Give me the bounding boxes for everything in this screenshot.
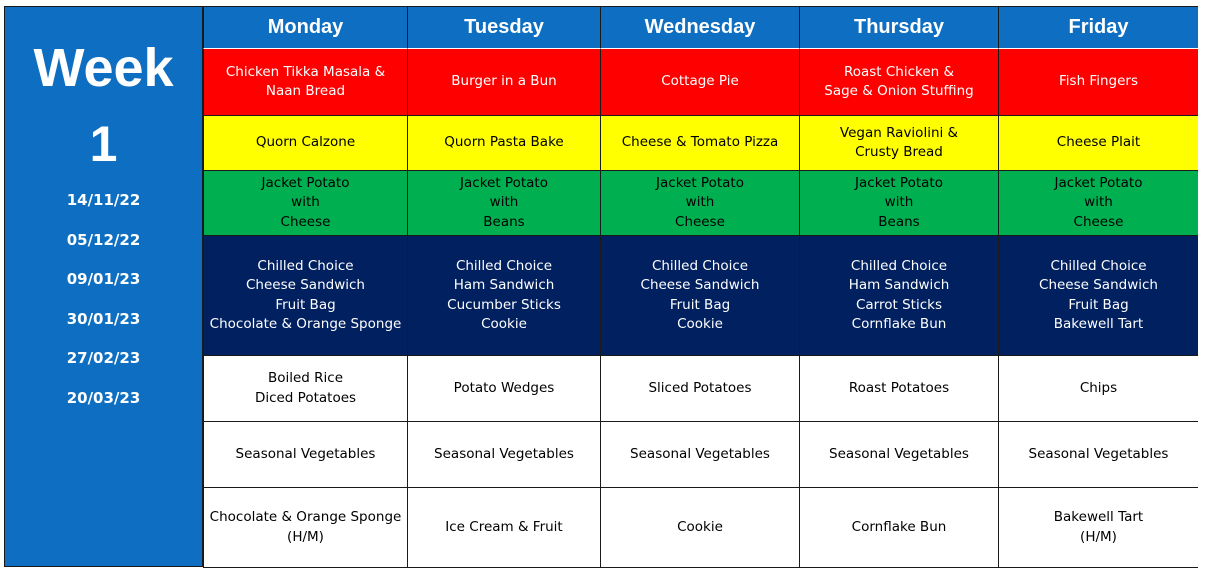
menu-item-text bbox=[1054, 508, 1143, 547]
menu-item-text bbox=[226, 63, 385, 102]
menu-item-line: Chilled Choice bbox=[1050, 257, 1147, 274]
menu-item-line: Cookie bbox=[677, 518, 723, 535]
menu-item-text bbox=[434, 445, 574, 465]
menu-item-text bbox=[855, 174, 943, 233]
menu-item-line: Jacket Potato bbox=[261, 174, 350, 191]
menu-item-text bbox=[1055, 174, 1143, 233]
menu-item-text bbox=[1029, 445, 1169, 465]
menu-item-line: Seasonal Vegetables bbox=[630, 445, 770, 462]
menu-item-line: Quorn Pasta Bake bbox=[444, 134, 564, 151]
menu-item-text bbox=[849, 257, 950, 335]
menu-item-line: with bbox=[489, 194, 519, 211]
menu-item-line: Chilled Choice bbox=[651, 257, 749, 274]
menu-item-line: Jacket Potato bbox=[460, 174, 548, 191]
menu-item-line: Cheese Sandwich bbox=[246, 277, 365, 293]
menu-item-line: Fruit Bag bbox=[275, 296, 336, 313]
menu-item-line: (H/M) bbox=[1080, 528, 1117, 545]
menu-item-text bbox=[1039, 257, 1158, 335]
menu-item-line: (H/M) bbox=[287, 528, 324, 545]
menu-item-text bbox=[444, 133, 563, 153]
menu-item-text bbox=[849, 379, 949, 399]
menu-item-line: Fish Fingers bbox=[1059, 73, 1138, 90]
menu-item-text bbox=[255, 369, 356, 408]
menu-item-text bbox=[661, 72, 739, 92]
menu-cell-wednesday bbox=[600, 356, 799, 422]
menu-item-line: Chilled Choice bbox=[850, 257, 948, 274]
menu-item-line: Cheese Sandwich bbox=[640, 277, 760, 293]
menu-item-text bbox=[445, 518, 562, 538]
menu-item-line: Cookie bbox=[677, 316, 723, 332]
menu-item-line: Ice Cream & Fruit bbox=[445, 518, 563, 535]
menu-item-line: Cheese bbox=[675, 213, 725, 230]
menu-cell-monday bbox=[203, 171, 407, 236]
menu-item-text bbox=[1057, 133, 1140, 153]
menu-item-line: Jacket Potato bbox=[656, 174, 744, 191]
menu-item-line: Jacket Potato bbox=[855, 174, 943, 191]
menu-item-line: Seasonal Vegetables bbox=[235, 445, 376, 462]
menu-item-line: Fruit Bag bbox=[1068, 296, 1129, 313]
menu-item-line: Crusty Bread bbox=[855, 144, 943, 160]
menu-item-line: Carrot Sticks bbox=[855, 296, 942, 313]
menu-item-line: Seasonal Vegetables bbox=[434, 445, 574, 462]
menu-item-line: Bakewell Tart bbox=[1053, 509, 1144, 525]
menu-item-line: Chilled Choice bbox=[455, 257, 553, 274]
menu-item-line: Seasonal Vegetables bbox=[1028, 445, 1169, 462]
menu-item-line: Quorn Calzone bbox=[255, 134, 356, 151]
menu-item-line: Ham Sandwich bbox=[453, 277, 555, 293]
menu-cell-thursday bbox=[799, 49, 998, 116]
menu-item-text bbox=[451, 72, 556, 92]
menu-cell-thursday bbox=[799, 422, 998, 488]
menu-item-line: Cheese bbox=[1073, 213, 1124, 230]
menu-item-text bbox=[447, 257, 561, 335]
menu-cell-thursday bbox=[799, 488, 998, 568]
menu-cell-monday bbox=[203, 116, 407, 171]
menu-cell-thursday bbox=[799, 116, 998, 171]
menu-item-text bbox=[236, 445, 376, 465]
menu-cell-wednesday bbox=[600, 171, 799, 236]
menu-item-line: Beans bbox=[878, 213, 920, 230]
week-number: 1 bbox=[89, 116, 118, 172]
menu-cell-monday bbox=[203, 49, 407, 116]
menu-item-text bbox=[256, 133, 355, 153]
menu-item-line: Vegan Raviolini & bbox=[839, 124, 959, 141]
menu-item-text bbox=[824, 63, 973, 102]
menu-cell-wednesday bbox=[600, 488, 799, 568]
menu-cell-thursday bbox=[799, 171, 998, 236]
week-date: 20/03/23 bbox=[66, 388, 141, 407]
week-date: 05/12/22 bbox=[66, 230, 141, 249]
day-header-tuesday: Tuesday bbox=[407, 7, 600, 49]
menu-item-text bbox=[210, 257, 402, 335]
menu-item-line: Cheese Sandwich bbox=[1039, 277, 1158, 293]
menu-item-line: with bbox=[884, 194, 914, 211]
menu-item-line: Naan Bread bbox=[265, 83, 346, 99]
menu-item-text bbox=[630, 445, 770, 465]
menu-cell-tuesday bbox=[407, 49, 600, 116]
menu-item-line: Chicken Tikka Masala & bbox=[225, 63, 386, 80]
menu-item-line: with bbox=[291, 194, 320, 211]
menu-item-line: Beans bbox=[483, 213, 525, 230]
menu-cell-friday bbox=[998, 356, 1198, 422]
menu-item-line: Roast Potatoes bbox=[848, 379, 950, 396]
day-header-monday: Monday bbox=[203, 7, 407, 49]
menu-item-line: Cottage Pie bbox=[661, 73, 739, 90]
menu-item-line: Diced Potatoes bbox=[254, 389, 357, 406]
menu-cell-monday bbox=[203, 488, 407, 568]
menu-item-line: Fruit Bag bbox=[669, 296, 731, 313]
menu-item-line: Chocolate & Orange Sponge bbox=[209, 509, 402, 525]
menu-cell-monday bbox=[203, 356, 407, 422]
menu-item-line: Cornflake Bun bbox=[851, 518, 947, 535]
menu-item-text bbox=[622, 133, 779, 153]
menu-cell-tuesday bbox=[407, 171, 600, 236]
menu-cell-thursday bbox=[799, 356, 998, 422]
menu-cell-friday bbox=[998, 236, 1198, 356]
menu-cell-monday bbox=[203, 422, 407, 488]
week-dates-list bbox=[5, 190, 202, 427]
menu-item-text bbox=[677, 518, 723, 538]
week-date: 30/01/23 bbox=[66, 309, 141, 328]
menu-cell-wednesday bbox=[600, 236, 799, 356]
menu-item-line: Burger in a Bun bbox=[451, 73, 557, 90]
menu-cell-tuesday bbox=[407, 236, 600, 356]
week-sidebar bbox=[4, 6, 203, 567]
menu-item-line: Cheese bbox=[280, 213, 331, 230]
menu-item-line: Cookie bbox=[481, 316, 527, 332]
day-header-wednesday: Wednesday bbox=[600, 7, 799, 49]
menu-item-text bbox=[641, 257, 760, 335]
menu-cell-friday bbox=[998, 488, 1198, 568]
menu-item-text bbox=[262, 174, 350, 233]
menu-cell-tuesday bbox=[407, 356, 600, 422]
week-date: 14/11/22 bbox=[66, 191, 141, 209]
menu-item-line: Potato Wedges bbox=[453, 379, 555, 396]
menu-item-line: with bbox=[1084, 194, 1113, 211]
menu-item-text bbox=[840, 124, 958, 163]
week-date: 09/01/23 bbox=[66, 270, 141, 288]
menu-cell-friday bbox=[998, 171, 1198, 236]
day-header-friday: Friday bbox=[998, 7, 1198, 49]
menu-item-line: Chips bbox=[1079, 379, 1118, 396]
menu-item-text bbox=[656, 174, 744, 233]
menu-item-line: with bbox=[685, 194, 715, 211]
menu-item-text bbox=[210, 508, 402, 547]
menu-item-text bbox=[454, 379, 555, 399]
menu-cell-tuesday bbox=[407, 422, 600, 488]
menu-item-line: Bakewell Tart bbox=[1053, 316, 1144, 332]
menu-item-line: Roast Chicken & bbox=[843, 63, 955, 80]
menu-item-line: Chilled Choice bbox=[257, 257, 354, 274]
menu-item-text bbox=[1059, 72, 1138, 92]
menu-cell-thursday bbox=[799, 236, 998, 356]
menu-cell-wednesday bbox=[600, 116, 799, 171]
menu-item-line: Sliced Potatoes bbox=[648, 379, 752, 396]
menu-item-text bbox=[852, 518, 947, 538]
menu-item-line: Seasonal Vegetables bbox=[829, 445, 969, 462]
menu-cell-friday bbox=[998, 116, 1198, 171]
week-title: Week bbox=[33, 38, 174, 98]
menu-table bbox=[203, 6, 1198, 567]
menu-item-text bbox=[1080, 379, 1117, 399]
menu-cell-monday bbox=[203, 236, 407, 356]
menu-cell-wednesday bbox=[600, 49, 799, 116]
menu-item-line: Boiled Rice bbox=[267, 370, 344, 386]
menu-item-line: Cheese & Tomato Pizza bbox=[621, 134, 779, 151]
menu-item-text bbox=[829, 445, 969, 465]
week-date: 27/02/23 bbox=[66, 349, 141, 367]
menu-item-line: Jacket Potato bbox=[1054, 174, 1143, 191]
menu-item-line: Cheese Plait bbox=[1056, 134, 1141, 151]
menu-item-line: Chocolate & Orange Sponge bbox=[209, 316, 402, 332]
menu-cell-tuesday bbox=[407, 488, 600, 568]
menu-item-text bbox=[460, 174, 548, 233]
menu-item-line: Ham Sandwich bbox=[848, 277, 950, 293]
menu-cell-tuesday bbox=[407, 116, 600, 171]
menu-item-line: Sage & Onion Stuffing bbox=[824, 83, 974, 99]
menu-item-line: Cucumber Sticks bbox=[447, 296, 561, 313]
menu-cell-friday bbox=[998, 422, 1198, 488]
menu-item-text bbox=[648, 379, 751, 399]
day-header-thursday: Thursday bbox=[799, 7, 998, 49]
menu-cell-friday bbox=[998, 49, 1198, 116]
menu-item-line: Cornflake Bun bbox=[851, 316, 947, 332]
menu-cell-wednesday bbox=[600, 422, 799, 488]
